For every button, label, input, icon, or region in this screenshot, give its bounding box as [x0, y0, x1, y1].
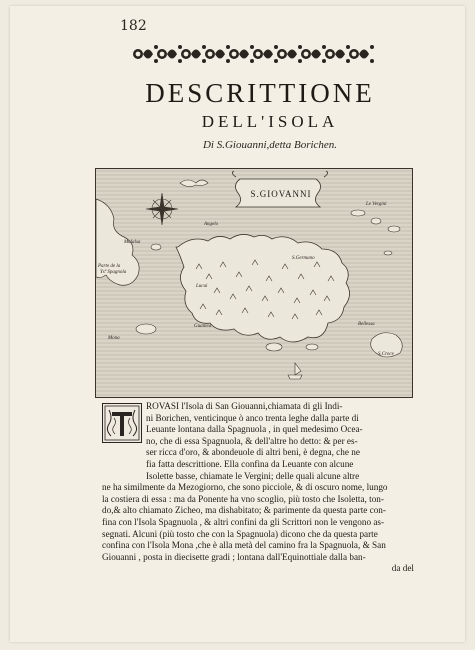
text-line: ROVASI l'Isola di San Giouanni,chiamata di gli Indi- — [146, 401, 343, 411]
page-number: 182 — [120, 18, 147, 34]
text-line: do,& alto chiamato Zicheo, ma dishabitato; & parimente da questa parte con- — [102, 505, 386, 516]
text-line: fina con l'Isola Spagnuola , & altri confini da gli Scrittori non le vengono as- — [102, 516, 385, 527]
text-line: fia fatta descrittione. Ella confina da Leuante con alcune — [146, 458, 354, 469]
map-label: Ysª Spagnola — [100, 270, 127, 275]
map-label: Bellessa — [358, 322, 375, 327]
map-label: Le Vergini — [366, 202, 387, 207]
map-label: S.Croce — [378, 352, 394, 357]
text-line: confina con l'Isola Mona ,che è alla metà del camino fra la Spagnuola, & San — [102, 540, 386, 551]
map-label: S.Germano — [292, 256, 315, 261]
page-title: DESCRITTIONE — [145, 78, 375, 108]
text-line: no, che di essa Spagnuola, & dell'altre ho detto: & per es- — [146, 435, 358, 446]
text-line: ser ricca d'oro, & abondeuole di altri beni, è degna, che ne — [146, 447, 360, 458]
island-map — [95, 168, 413, 398]
map-label: Guaniea — [194, 324, 212, 329]
map-caption: Di S.Giouanni,detta Borichen. — [202, 139, 338, 151]
text-line: Isolette basse, chiamate le Vergini; delle quali alcune altre — [146, 470, 360, 481]
text-line: ni Borichen, venticinque ò anco trenta leghe dalla parte di — [146, 412, 359, 423]
map-label: Parte de la — [98, 264, 121, 269]
map-label: Lucui — [196, 284, 208, 289]
map-label: Malalsa — [124, 240, 141, 245]
text-line: Giouanni , posta in diecisette gradi ; lontana dall'Equinottiale dalla ban- — [102, 551, 366, 562]
text-line: da del — [391, 563, 414, 574]
cartouche-label: S.GIOVANNI — [250, 189, 312, 199]
map-label: Mona — [108, 336, 120, 341]
ornamental-border — [128, 40, 376, 68]
text-line: ne ha similmente da Mezogiorno, che sono picciole, & di oscuro nome, lungo — [102, 482, 388, 493]
map-label: Angelo — [204, 222, 219, 227]
map-engraving — [96, 169, 412, 397]
body-text — [102, 401, 414, 575]
text-line: Leuante lontana dalla Spagnuola , in quel medesimo Ocea- — [146, 424, 363, 435]
text-line: la costiera di essa : ma da Ponente ha vno scoglio, più tosto che Isoletta, ton- — [102, 493, 384, 504]
page-subtitle: DELL'ISOLA — [201, 112, 339, 131]
text-line: segnati. Alcuni (più tosto che con la Spagnuola) dicono che da questa parte — [102, 528, 378, 539]
